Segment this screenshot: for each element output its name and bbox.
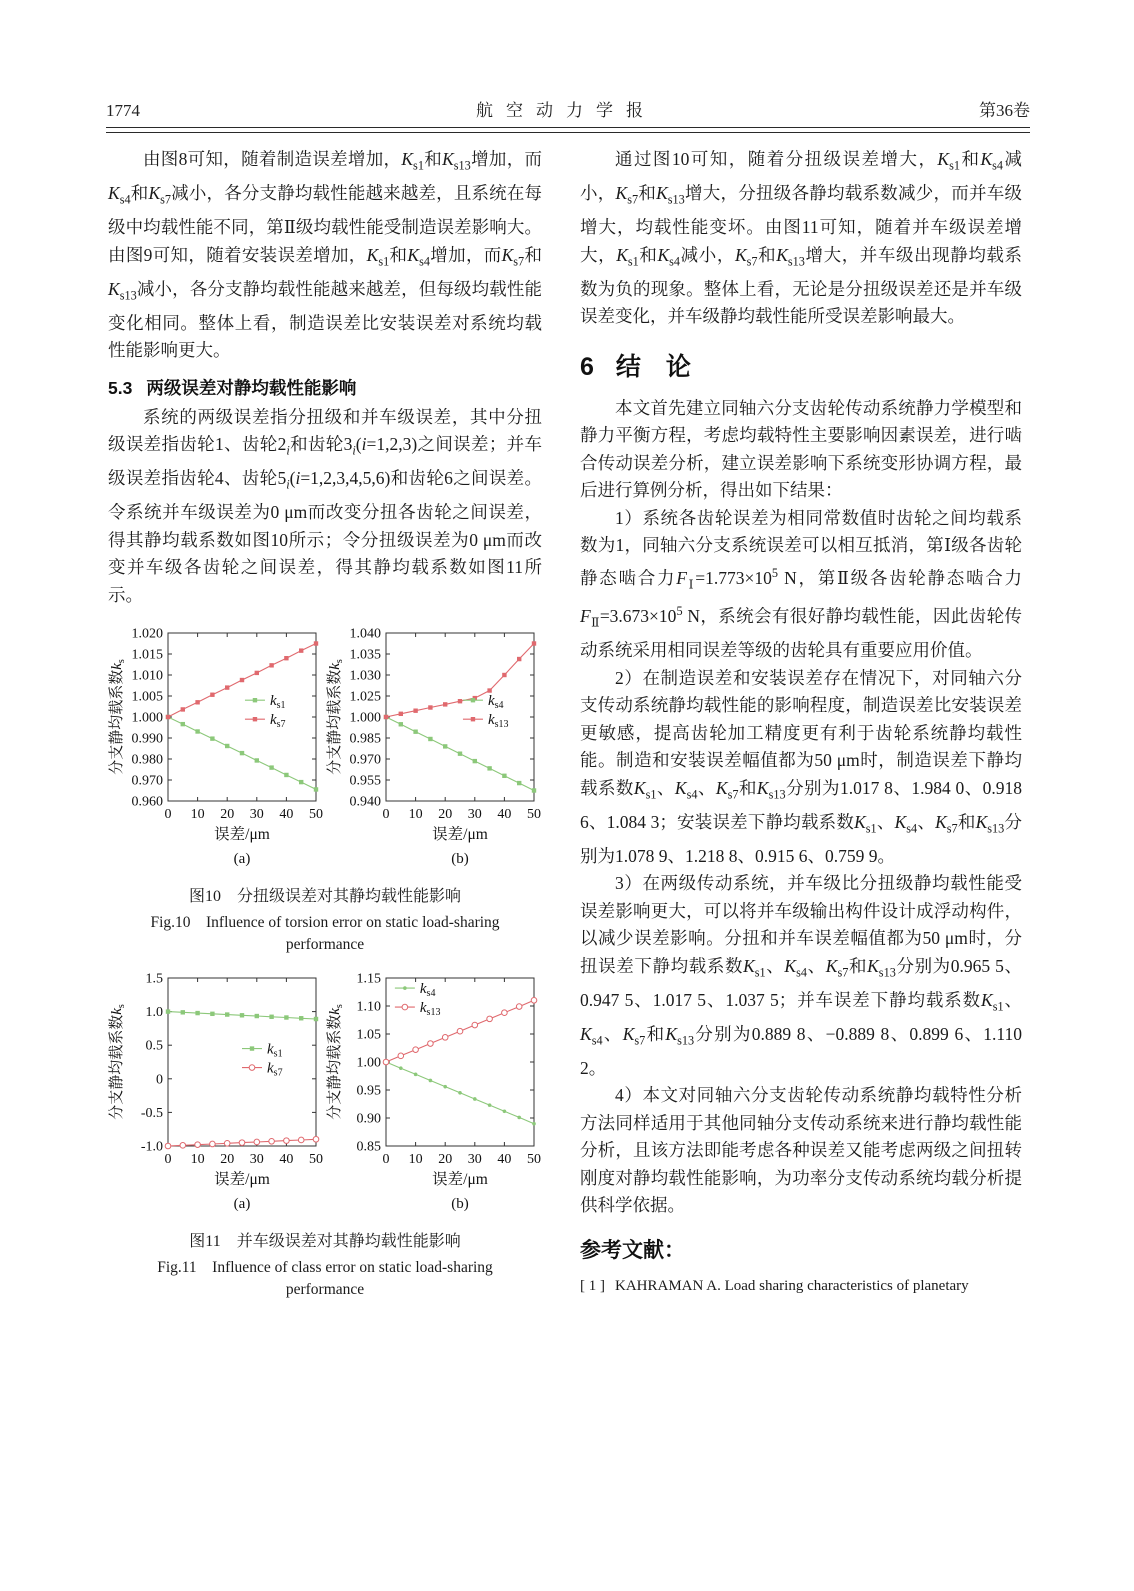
svg-text:1.000: 1.000 xyxy=(349,710,381,726)
svg-text:分支静均载系数ks: 分支静均载系数$k_s$ xyxy=(327,659,345,775)
svg-text:0: 0 xyxy=(382,807,390,822)
svg-text:0.85: 0.85 xyxy=(356,1139,381,1155)
svg-text:30: 30 xyxy=(249,1152,264,1167)
page-header xyxy=(106,96,1030,121)
svg-text:(b): (b) xyxy=(451,1196,469,1212)
svg-text:误差/μm: 误差/μm xyxy=(432,1171,488,1188)
svg-text:ks13: $k_{s13}$ xyxy=(419,1000,441,1019)
section-number: 5.3 xyxy=(108,377,133,398)
svg-text:40: 40 xyxy=(279,807,294,822)
svg-text:ks7: $k_{s7}$ xyxy=(267,1060,283,1079)
reference-entry xyxy=(580,1274,1022,1298)
figure-11-caption-en2: performance xyxy=(285,1281,365,1298)
svg-text:1.025: 1.025 xyxy=(349,689,381,705)
svg-text:1.5: 1.5 xyxy=(145,971,163,987)
svg-text:(a): (a) xyxy=(233,851,251,867)
svg-text:1.10: 1.10 xyxy=(356,999,381,1015)
svg-text:30: 30 xyxy=(249,807,264,822)
figure-11 xyxy=(108,970,542,1299)
svg-text:分支静均载系数ks: 分支静均载系数$k_s$ xyxy=(327,1004,345,1120)
svg-text:1.020: 1.020 xyxy=(131,626,163,642)
svg-text:1.035: 1.035 xyxy=(349,647,381,663)
fig11a-chart xyxy=(108,970,324,1216)
header-rule xyxy=(106,127,1030,133)
svg-text:1.030: 1.030 xyxy=(349,668,381,684)
svg-text:50: 50 xyxy=(309,807,323,822)
figure-10-caption-en2: performance xyxy=(285,936,365,953)
svg-text:0.990: 0.990 xyxy=(131,731,163,747)
svg-text:ks13: $k_{s13}$ xyxy=(487,712,509,731)
svg-text:50: 50 xyxy=(527,1152,541,1167)
references-heading: 参考文献： xyxy=(580,1238,685,1262)
figure-11-charts xyxy=(108,970,542,1216)
conclusion-item-4: 4）本文对同轴六分支齿轮传动系统静均载特性分析方法同样适用于其他同轴分支传动系统来进行静均载性能分析，且该方法即能考虑各种误差又能考虑两级之间扭转刚度对静均载性能影响，为功率分支传动系统均载分析提供科学依据。 xyxy=(580,1085,1022,1216)
svg-text:30: 30 xyxy=(467,1152,482,1167)
svg-text:-1.0: -1.0 xyxy=(140,1139,163,1155)
svg-text:1.040: 1.040 xyxy=(349,626,381,642)
page-number: 1774 xyxy=(106,101,140,120)
svg-text:1.15: 1.15 xyxy=(356,971,381,987)
svg-text:(b): (b) xyxy=(451,851,469,867)
svg-text:0.90: 0.90 xyxy=(356,1111,381,1127)
right-column xyxy=(580,146,1022,1298)
svg-text:ks1: $k_{s1}$ xyxy=(267,1041,283,1060)
figure-11-caption-zh: 图11 并车级误差对其静均载性能影响 xyxy=(189,1233,461,1250)
svg-text:20: 20 xyxy=(438,1152,453,1167)
svg-text:0.5: 0.5 xyxy=(145,1038,163,1054)
section-heading-5-3 xyxy=(108,375,542,400)
svg-text:10: 10 xyxy=(408,807,423,822)
svg-text:误差/μm: 误差/μm xyxy=(432,826,488,843)
figure-10-caption-en: Fig.10 Influence of torsion error on static load-sharing xyxy=(150,914,500,931)
left-column xyxy=(108,146,542,1299)
section-title: 结 论 xyxy=(615,352,691,381)
section-heading-6 xyxy=(580,347,1022,383)
svg-text:0.940: 0.940 xyxy=(349,794,381,810)
figure-10 xyxy=(108,625,542,954)
figure-11-caption-en: Fig.11 Influence of class error on static load-sharing xyxy=(157,1259,493,1276)
paragraph: 由图8可知，随着制造误差增加，$K_{s1}$和$K_{s13}$增加，而$K_{s4}$和$K_{s7}$减小，各分支静均载性能越来越差，且系统在每级中均载性能不同，第Ⅱ级均载性能受制造误差影响大。由图9可知，随着安装误差增加，$K_{s1}$和$K_{s4}$增加，而$K_{s7}$和$K_{s13}$减小，各分支静均载性能越来越差，但每级均载性能变化相同。整体上看，制造误差比安装误差对系统均载性能影响更大。 xyxy=(108,149,543,360)
svg-text:0.985: 0.985 xyxy=(349,731,381,747)
journal-title: 航空动力学报 xyxy=(476,101,656,120)
svg-text:(a): (a) xyxy=(233,1196,251,1212)
svg-text:1.010: 1.010 xyxy=(131,668,163,684)
paragraph: 本文首先建立同轴六分支齿轮传动系统静力学模型和静力平衡方程，考虑均载特性主要影响因素误差，进行啮合传动误差分析，建立误差影响下系统变形协调方程，最后进行算例分析，得出如下结果： xyxy=(580,397,1022,500)
reference-text: KAHRAMAN A. Load sharing characteristics of planetary xyxy=(615,1277,969,1294)
svg-text:40: 40 xyxy=(279,1152,294,1167)
svg-text:0.970: 0.970 xyxy=(131,773,163,789)
section-number: 6 xyxy=(580,352,594,381)
svg-text:10: 10 xyxy=(408,1152,423,1167)
svg-text:20: 20 xyxy=(220,807,235,822)
paragraph: 系统的两级误差指分扭级和并车级误差，其中分扭级误差指齿轮1、齿轮$2_i$和齿轮$3_i(i=1,2,3)$之间误差；并车级误差指齿轮4、齿轮$5_i(i=1,2,3,4,5,6)$和齿轮6之间误差。令系统并车级误差为0 μm而改变分扭各齿轮之间误差，得其静均载系数如图10所示；令分扭级误差为0 μm而改变并车级各齿轮之间误差，得其静均载系数如图11所示。 xyxy=(108,406,543,605)
svg-text:1.005: 1.005 xyxy=(131,689,163,705)
paragraph: 通过图10可知，随着分扭级误差增大，$K_{s1}$和$K_{s4}$减小，$K_{s7}$和$K_{s13}$增大，分扭级各静均载系数减少，而并车级增大，均载性能变坏。由图11可知，随着并车级误差增大，$K_{s1}$和$K_{s4}$减小，$K_{s7}$和$K_{s13}$增大，并车级出现静均载系数为负的现象。整体上看，无论是分扭级误差还是并车级误差变化，并车级静均载性能所受误差影响最大。 xyxy=(580,149,1023,326)
fig10b-chart xyxy=(326,625,542,871)
svg-text:0: 0 xyxy=(156,1072,163,1088)
volume-label: 第36卷 xyxy=(979,101,1030,120)
svg-text:0.960: 0.960 xyxy=(131,794,163,810)
section-title: 两级误差对静均载性能影响 xyxy=(146,377,357,398)
svg-text:1.00: 1.00 xyxy=(356,1055,381,1071)
svg-text:40: 40 xyxy=(497,807,512,822)
fig10a-chart xyxy=(108,625,324,871)
svg-text:0.980: 0.980 xyxy=(131,752,163,768)
svg-text:1.015: 1.015 xyxy=(131,647,163,663)
fig11b-chart xyxy=(326,970,542,1216)
svg-text:20: 20 xyxy=(438,807,453,822)
svg-text:0.95: 0.95 xyxy=(356,1083,381,1099)
svg-text:误差/μm: 误差/μm xyxy=(214,826,270,843)
svg-text:ks1: $k_{s1}$ xyxy=(269,693,286,712)
svg-text:40: 40 xyxy=(497,1152,512,1167)
svg-text:分支静均载系数ks: 分支静均载系数$k_s$ xyxy=(109,1004,127,1120)
svg-text:1.000: 1.000 xyxy=(131,710,163,726)
svg-text:20: 20 xyxy=(220,1152,235,1167)
svg-text:ks7: $k_{s7}$ xyxy=(269,712,286,731)
svg-text:1.05: 1.05 xyxy=(356,1027,381,1043)
conclusion-item-1: 1）系统各齿轮误差为相同常数值时齿轮之间均载系数为1，同轴六分支系统误差可以相互抵消，第Ⅰ级各齿轮静态啮合力$F_Ⅰ=1.773\times 10^5$ N，第Ⅱ级各齿轮静态啮合力$F_Ⅱ=3.673\times 10^5$ N，系统会有很好静均载性能，因此齿轮传动系统采用相同误差等级的齿轮具有重要应用价值。 xyxy=(580,507,1022,661)
svg-text:0.955: 0.955 xyxy=(349,773,381,789)
svg-text:0: 0 xyxy=(382,1152,390,1167)
figure-10-charts xyxy=(108,625,542,871)
svg-text:50: 50 xyxy=(527,807,541,822)
svg-text:ks4: $k_{s4}$ xyxy=(419,981,436,1000)
svg-text:10: 10 xyxy=(190,1152,205,1167)
svg-text:10: 10 xyxy=(190,807,205,822)
figure-10-caption-zh: 图10 分扭级误差对其静均载性能影响 xyxy=(188,888,461,905)
svg-text:1.0: 1.0 xyxy=(145,1005,163,1021)
svg-text:误差/μm: 误差/μm xyxy=(214,1171,270,1188)
svg-text:0: 0 xyxy=(164,1152,172,1167)
conclusion-item-2: 2）在制造误差和安装误差存在情况下，对同轴六分支传动系统静均载性能的影响程度，制造误差比安装误差更敏感，提高齿轮加工精度更有利于齿轮系统静均载性能。制造和安装误差幅值都为50 μm时，制造误差下静均载系数$K_{s1}$、$K_{s4}$、$K_{s7}$和$K_{s13}$分别为1.017 8、1.984 0、0.918 6、1.084 3；安装误差下静均载系数$K_{s1}$、$K_{s4}$、$K_{s7}$和$K_{s13}$分别为1.078 9、1.218 8、0.915 6、0.759 9。 xyxy=(580,667,1023,866)
svg-text:0: 0 xyxy=(164,807,172,822)
svg-text:ks4: $k_{s4}$ xyxy=(487,693,504,712)
conclusion-item-3: 3）在两级传动系统，并车级比分扭级静均载性能受误差影响更大，可以将并车级输出构件设计成浮动构件，以减少误差影响。分扭和并车误差幅值都为50 μm时，分扭误差下静均载系数$K_{s1}$、$K_{s4}$、$K_{s7}$和$K_{s13}$分别为0.965 5、0.947 5、1.017 5、1.037 5；并车误差下静均载系数$K_{s1}$、$K_{s4}$、$K_{s7}$和$K_{s13}$分别为0.889 8、−0.889 8、0.899 6、1.110 2。 xyxy=(580,873,1023,1078)
svg-text:50: 50 xyxy=(309,1152,323,1167)
svg-text:0.970: 0.970 xyxy=(349,752,381,768)
svg-text:分支静均载系数ks: 分支静均载系数$k_s$ xyxy=(109,659,127,775)
svg-text:-0.5: -0.5 xyxy=(140,1105,163,1121)
svg-text:30: 30 xyxy=(467,807,482,822)
reference-label: [ 1 ] xyxy=(580,1277,605,1294)
